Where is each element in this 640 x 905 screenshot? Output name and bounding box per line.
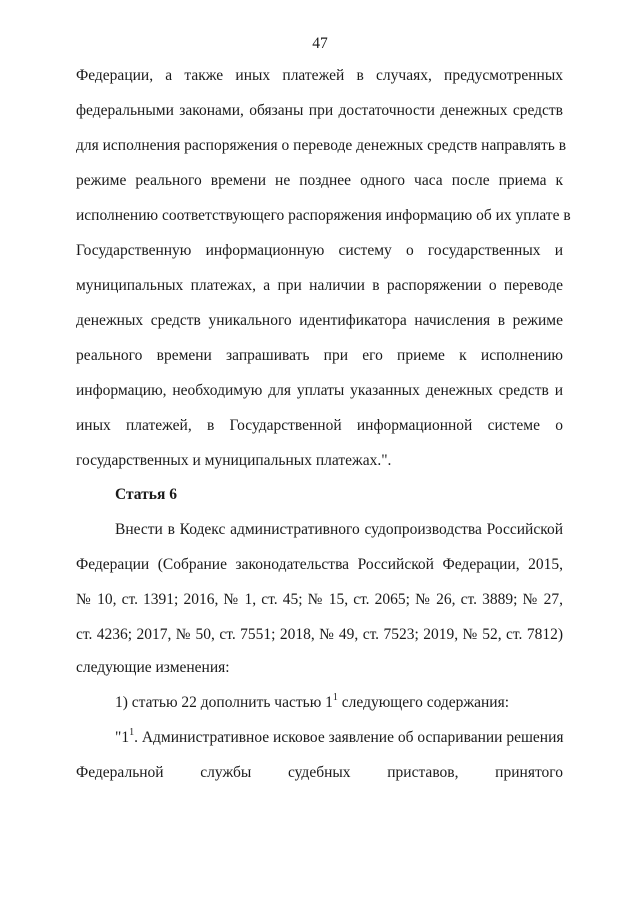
body-line: Федерации, а также иных платежей в случаях, предусмотренных (76, 67, 563, 84)
body-line: Федерации (Собрание законодательства Российской Федерации, 2015, (76, 556, 563, 573)
body-line: следующие изменения: (76, 659, 230, 676)
page-number: 47 (312, 35, 328, 52)
article-heading: Статья 6 (115, 486, 177, 503)
body-line: для исполнения распоряжения о переводе денежных средств направлять в (76, 137, 567, 154)
body-line: иных платежей, в Государственной информационной системе о (76, 417, 563, 434)
body-line: № 10, ст. 1391; 2016, № 1, ст. 45; № 15, ст. 2065; № 26, ст. 3889; № 27, (76, 591, 563, 608)
body-line: ст. 4236; 2017, № 50, ст. 7551; 2018, № 49, ст. 7523; 2019, № 52, ст. 7812) (76, 626, 563, 643)
body-line: денежных средств уникального идентификатора начисления в режиме (76, 312, 563, 329)
body-line: исполнению соответствующего распоряжения информацию об их уплате в (76, 207, 571, 224)
amendment-item-1: 1) статью 22 дополнить частью $1^1$ следующего содержания: (115, 691, 510, 711)
body-line: информацию, необходимую для уплаты указанных денежных средств и (76, 382, 563, 399)
quoted-amendment-start: "$1^1$. Административное исковое заявление об оспаривании решения (115, 726, 564, 746)
body-line: федеральными законами, обязаны при достаточности денежных средств (76, 102, 563, 119)
body-line: режиме реального времени не позднее одного часа после приема к (76, 172, 563, 189)
body-line: реального времени запрашивать при его приеме к исполнению (76, 347, 563, 364)
body-line: государственных и муниципальных платежах.". (76, 452, 392, 469)
body-line: муниципальных платежах, а при наличии в распоряжении о переводе (76, 277, 563, 294)
body-line: Государственную информационную систему о государственных и (76, 242, 563, 259)
body-line: Внести в Кодекс административного судопроизводства Российской (115, 521, 563, 538)
body-line: Федеральной службы судебных приставов, принятого (76, 764, 563, 781)
